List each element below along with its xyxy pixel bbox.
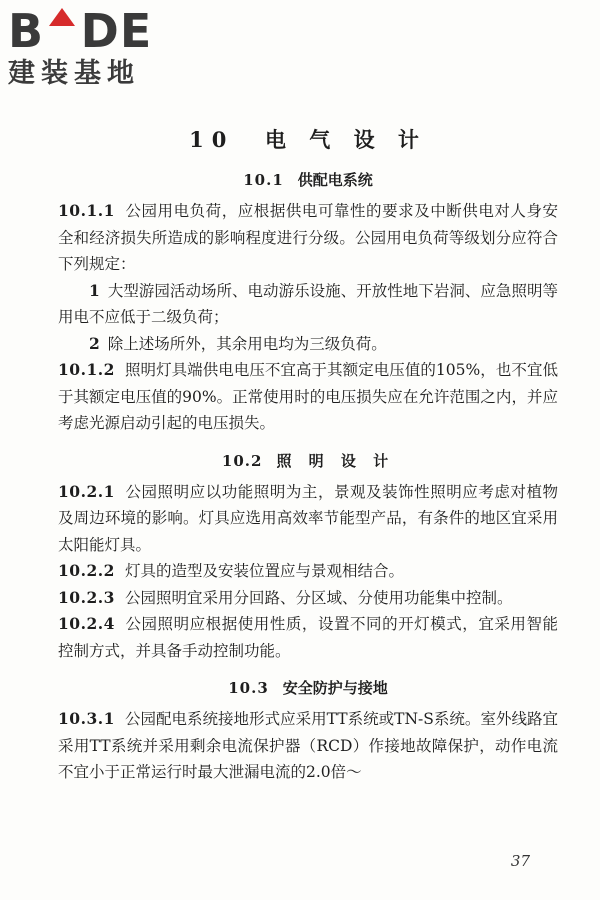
logo-subtitle: 建装基地 [8,58,140,89]
clause-number: 10.2.2 [58,561,115,580]
clause-paragraph [58,558,558,585]
document-body [58,118,558,786]
section-title-text: 照 明 设 计 [276,451,395,470]
clause-text: 公园照明宜采用分回路、分区域、分使用功能集中控制。 [124,588,513,607]
clause-text: 公园照明应根据使用性质，设置不同的开灯模式，宜采用智能控制方式，并具备手动控制功能。 [58,615,558,660]
clause-paragraph [58,706,558,786]
clause-paragraph [58,479,558,559]
clause-number: 10.2.4 [58,614,115,633]
list-item [58,331,558,358]
item-text: 除上述场所外，其余用电均为三级负荷。 [107,334,387,353]
page-number: 37 [510,852,530,870]
clause-text: 灯具的造型及安装位置应与景观相结合。 [124,562,404,580]
clause-number: 10.2.1 [58,481,115,501]
clause-text: 照明灯具端供电电压不宜高于其额定电压值的105%，也不宜低于其额定电压值的90%。正常使用时的电压损失应在允许范围之内，并应考虑光源启动引起的电压损失。 [58,361,558,432]
clause-paragraph [58,198,558,278]
section-title-text: 安全防护与接地 [282,679,388,697]
item-number: 2 [89,333,100,353]
section-heading [58,670,558,706]
logo-letter: E [119,4,153,58]
item-number: 1 [89,280,100,300]
clause-number: 10.2.3 [58,587,115,607]
logo-letter: B [8,4,45,58]
item-text: 大型游园活动场所、电动游乐设施、开放性地下岩洞、应急照明等用电不应低于二级负荷； [58,281,558,326]
clause-number: 10.3.1 [58,709,115,728]
list-item [58,278,558,331]
chapter-title [58,118,558,162]
clause-text: 公园用电负荷，应根据供电可靠性的要求及中断供电对人身安全和经济损失所造成的影响程度进行分级。公园用电负荷等级划分应符合下列规定： [58,202,558,273]
section-number: 10.3 [228,679,269,697]
section-heading [58,443,558,479]
logo-letter-accent [44,6,81,56]
clause-number: 10.1.2 [58,360,115,379]
clause-paragraph [58,585,558,612]
clause-paragraph [58,357,558,437]
clause-paragraph [58,611,558,664]
chapter-number: 10 [189,127,235,152]
clause-text: 公园配电系统接地形式应采用TT系统或TN-S系统。室外线路宜采用TT系统并采用剩余电流保护器（RCD）作接地故障保护，动作电流不宜小于正常运行时最大泄漏电流的2.0倍～ [58,710,558,781]
chapter-title-text: 电 气 设 计 [264,127,427,152]
logo-wordmark [8,6,178,56]
clause-text: 公园照明应以功能照明为主，景观及装饰性照明应考虑对植物及周边环境的影响。灯具应选用高效率节能型产品，有条件的地区宜采用太阳能灯具。 [58,482,558,554]
section-number: 10.1 [243,171,284,189]
section-title-text: 供配电系统 [297,171,373,189]
logo-letter: D [80,4,120,58]
logo-accent-triangle [49,8,75,26]
brand-logo [8,6,178,90]
section-heading [58,162,558,198]
clause-number: 10.1.1 [58,201,115,220]
section-number: 10.2 [221,451,263,470]
